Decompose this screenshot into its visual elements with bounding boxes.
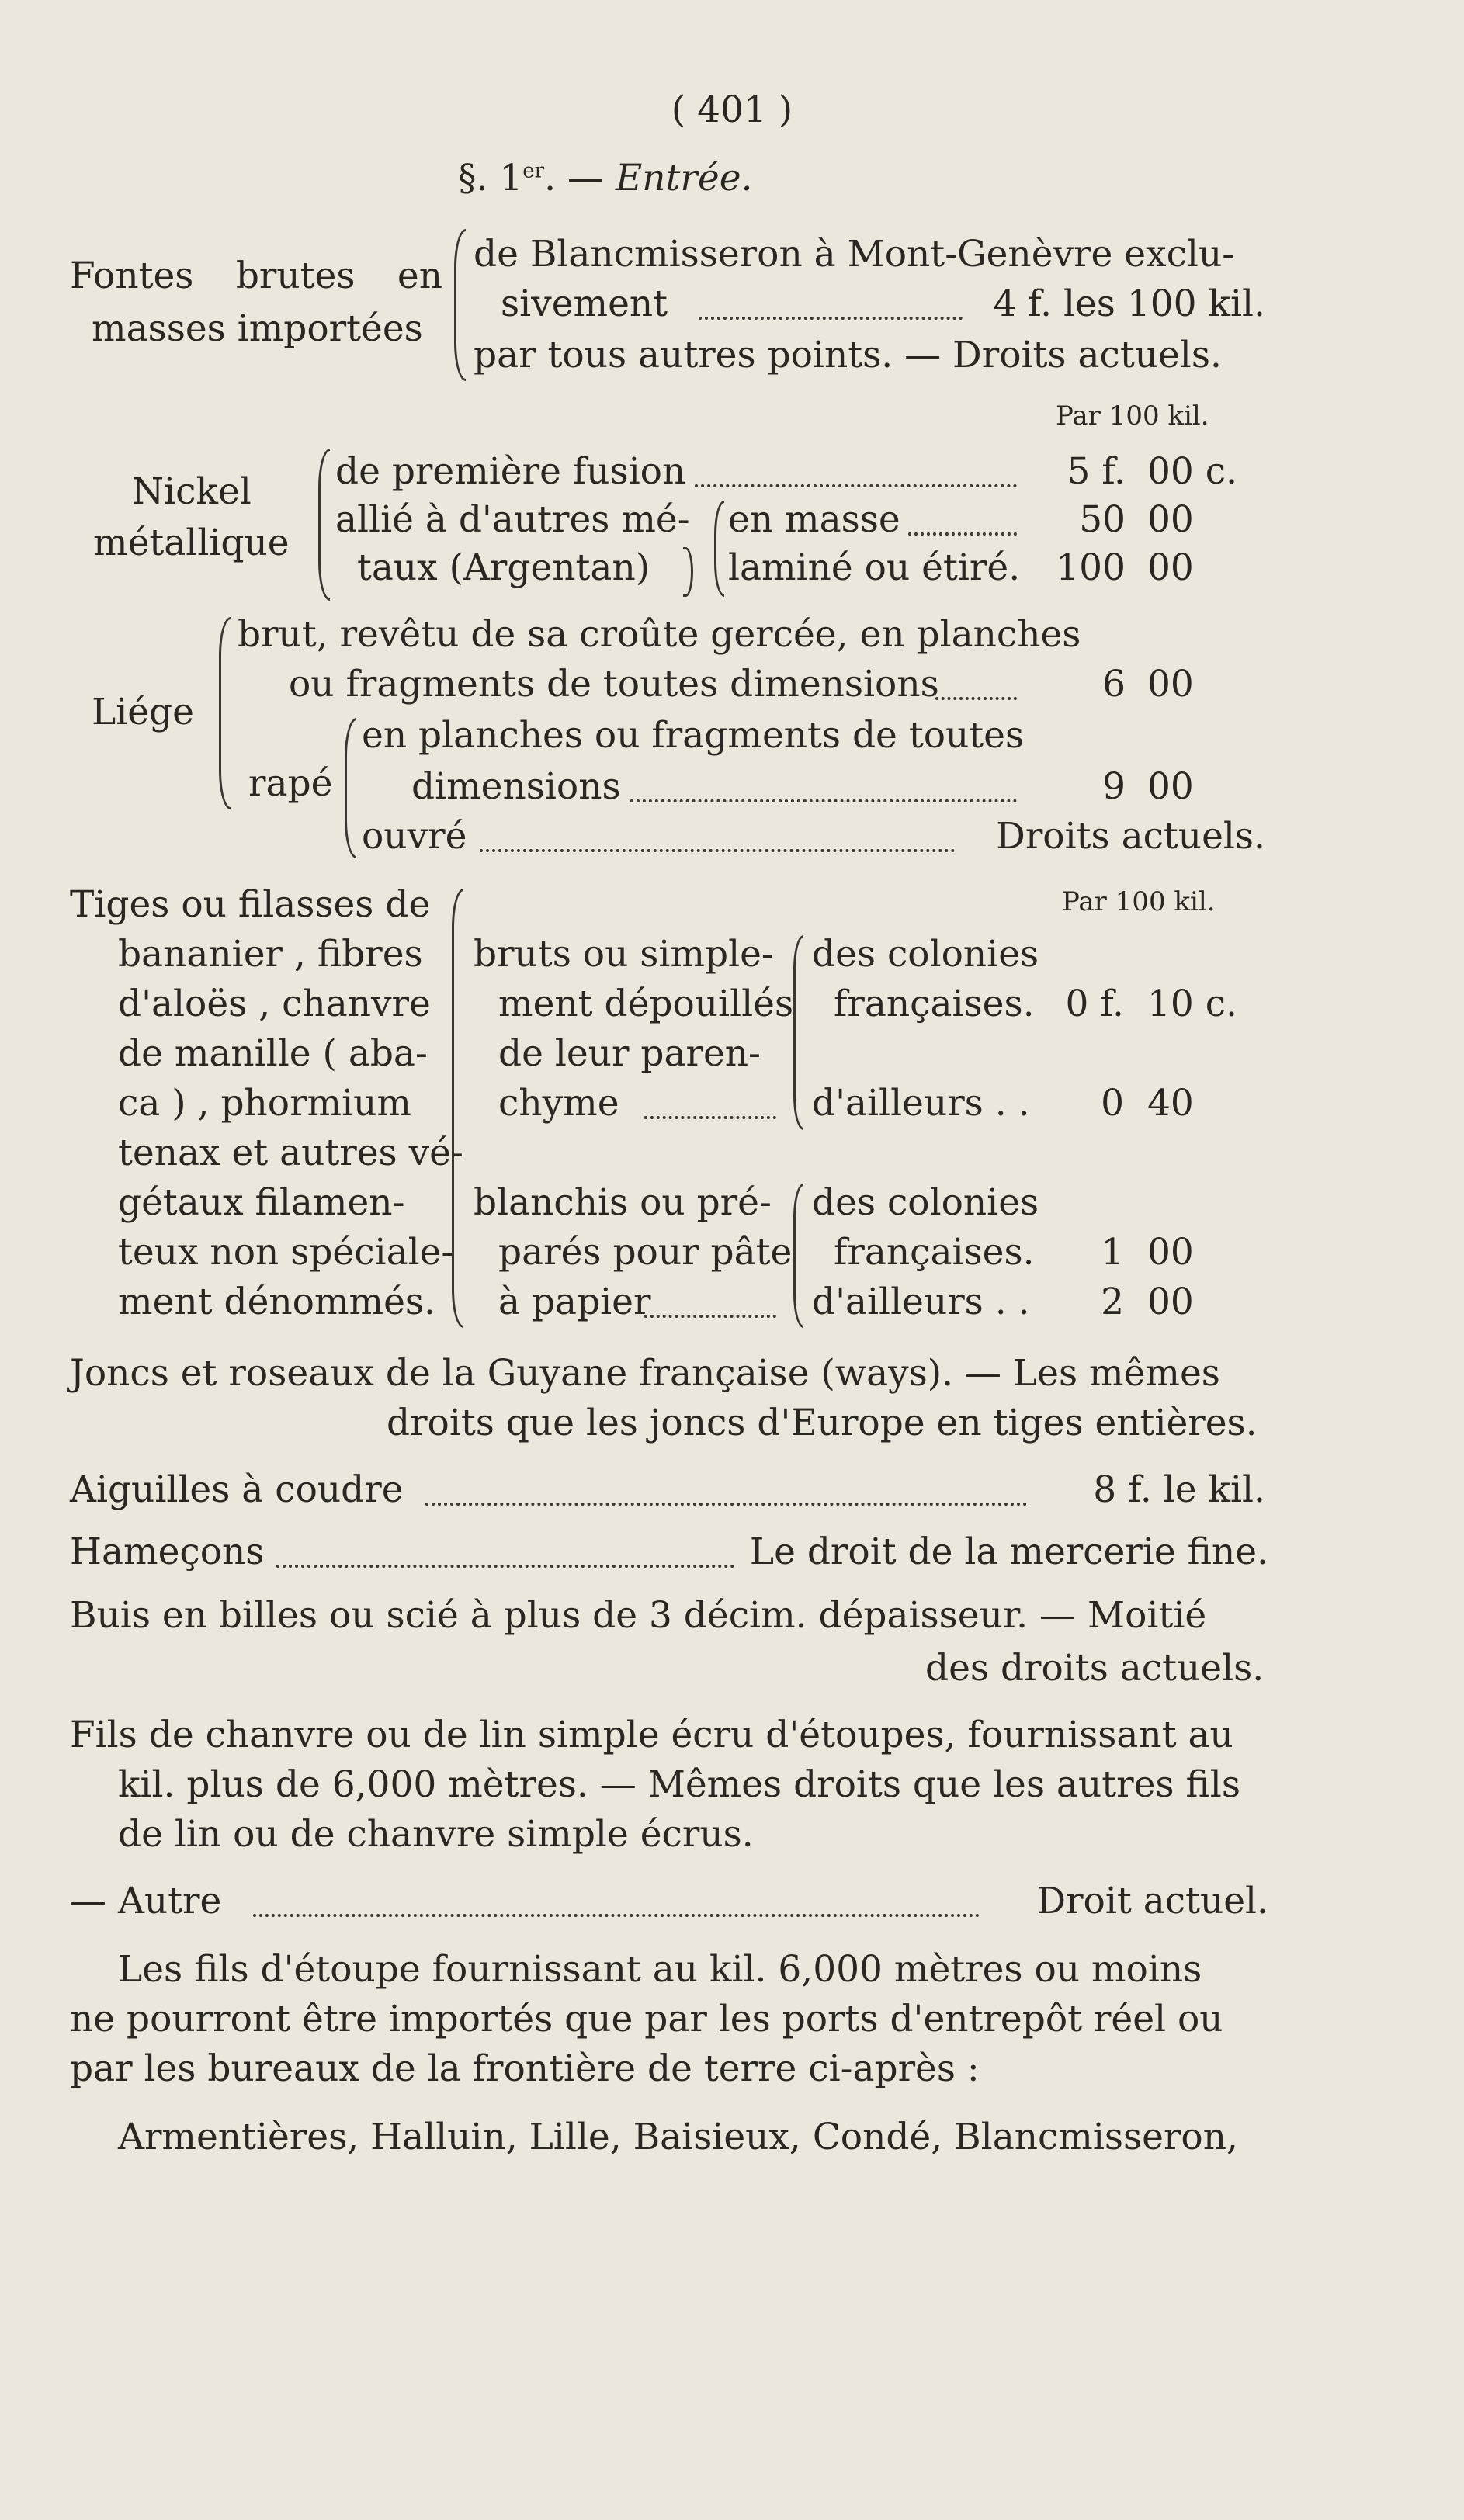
nickel-label-1: Nickel: [132, 470, 252, 513]
autre-value: Droit actuel.: [1036, 1880, 1268, 1922]
leader-dots: [276, 1565, 734, 1568]
bruts-col3-f: 0: [1101, 1082, 1124, 1125]
blanchis-col3: d'ailleurs . .: [812, 1281, 1030, 1323]
liege-line-4-c: 00: [1147, 765, 1194, 808]
fils-line-1: Fils de chanvre ou de lin simple écru d'étoupes, fournissant au: [70, 1714, 1233, 1756]
fils-line-2: kil. plus de 6,000 mètres. — Mêmes droits que les autres fils: [118, 1763, 1240, 1806]
blanchis-col3-f: 2: [1101, 1281, 1124, 1323]
unit-header: Par 100 kil.: [1056, 400, 1209, 432]
nickel-label-2: métallique: [93, 522, 290, 564]
fontes-line-3: par tous autres points. — Droits actuels.: [474, 334, 1222, 376]
argentan-brace: [683, 547, 693, 597]
aiguilles-label: Aiguilles à coudre: [70, 1468, 404, 1511]
joncs-line-2: droits que les joncs d'Europe en tiges entières.: [387, 1402, 1258, 1444]
nickel-row1-f: 5 f.: [1067, 450, 1126, 493]
fontes-line-1: de Blancmisseron à Mont-Genèvre exclu-: [474, 233, 1235, 276]
nickel-row3-f: 100: [1056, 546, 1126, 589]
nickel-row2-c: 00: [1147, 498, 1194, 541]
liege-line-4: dimensions: [411, 765, 621, 808]
fontes-label-2: masses importées: [92, 307, 423, 350]
hamecons-label: Hameçons: [70, 1530, 265, 1573]
blanchis-line: à papier: [498, 1281, 651, 1323]
leader-dots: [253, 1914, 980, 1917]
paragraph-line: ne pourront être importés que par les ports d'entrepôt réel ou: [70, 1998, 1223, 2040]
fontes-brace: [454, 229, 466, 381]
bruts-col3-c: 40: [1147, 1082, 1194, 1125]
tiges-label-line: de manille ( aba-: [118, 1032, 428, 1075]
blanchis-col2: françaises.: [834, 1231, 1035, 1274]
blanchis-col1-f: 1: [1101, 1231, 1124, 1274]
tiges-label-line: Tiges ou filasses de: [70, 883, 431, 926]
blanchis-line: parés pour pâte: [498, 1231, 793, 1274]
paragraph-line: Armentières, Halluin, Lille, Baisieux, Condé, Blancmisseron,: [118, 2116, 1238, 2158]
buis-line-1: Buis en billes ou scié à plus de 3 décim. dépaisseur. — Moitié: [70, 1594, 1207, 1637]
nickel-row2-text: allié à d'autres mé-: [335, 498, 690, 541]
tiges-label-line: ca ) , phormium: [118, 1082, 411, 1125]
nickel-row3-text: taux (Argentan): [357, 546, 650, 589]
fontes-line-2: sivement: [501, 283, 668, 325]
fils-line-3: de lin ou de chanvre simple écrus.: [118, 1813, 754, 1856]
nickel-brace: [318, 449, 330, 601]
leader-dots: [644, 1315, 776, 1318]
fontes-label-1: Fontes brutes en: [70, 255, 442, 297]
buis-line-2: des droits actuels.: [925, 1647, 1265, 1690]
liege-line-2-c: 00: [1147, 663, 1194, 705]
hamecons-value: Le droit de la mercerie fine.: [749, 1530, 1268, 1573]
bruts-col3: d'ailleurs . .: [812, 1082, 1030, 1125]
nickel-row2-f: 50: [1079, 498, 1126, 541]
bruts-line: bruts ou simple-: [474, 933, 774, 976]
liege-line-2: ou fragments de toutes dimensions: [289, 663, 939, 705]
leader-dots: [935, 697, 1017, 700]
tiges-brace: [452, 889, 463, 1328]
leader-dots: [480, 849, 955, 852]
unit-header: Par 100 kil.: [1062, 886, 1216, 917]
tiges-label-line: tenax et autres vé-: [118, 1132, 463, 1174]
tiges-label-line: ment dénommés.: [118, 1281, 435, 1323]
leader-dots: [630, 799, 1017, 802]
leader-dots: [644, 1116, 776, 1119]
nickel-row1-c: 00 c.: [1147, 450, 1238, 493]
bruts-line: chyme: [498, 1082, 619, 1125]
blanchis-col1: des colonies: [812, 1181, 1039, 1224]
nickel-row3-c: 00: [1147, 546, 1194, 589]
autre-label: — Autre: [70, 1880, 222, 1922]
blanchis-brace: [793, 1184, 803, 1328]
nickel-row3-sub: laminé ou étiré.: [728, 546, 1021, 589]
rape-brace: [345, 718, 356, 858]
liege-line-3: en planches ou fragments de toutes: [362, 714, 1025, 757]
bruts-col1-c: 10 c.: [1147, 983, 1238, 1025]
tiges-label-line: bananier , fibres: [118, 933, 423, 976]
bruts-col2: françaises.: [834, 983, 1035, 1025]
paragraph-line: Les fils d'étoupe fournissant au kil. 6,000 mètres ou moins: [118, 1948, 1202, 1991]
liege-line-5: ouvré: [362, 815, 467, 858]
bruts-col1-f: 0 f.: [1065, 983, 1124, 1025]
page-number: ( 401 ): [671, 88, 793, 131]
leader-dots: [425, 1503, 1027, 1506]
nickel-row2-sub: en masse: [728, 498, 900, 541]
blanchis-col3-c: 00: [1147, 1281, 1194, 1323]
tiges-label-line: d'aloës , chanvre: [118, 983, 431, 1025]
tiges-label-line: teux non spéciale-: [118, 1231, 454, 1274]
blanchis-line: blanchis ou pré-: [474, 1181, 772, 1224]
bruts-brace: [793, 935, 803, 1130]
joncs-line-1: Joncs et roseaux de la Guyane française (ways). — Les mêmes: [70, 1352, 1220, 1395]
nickel-row1-text: de première fusion: [335, 450, 686, 493]
liege-line-1: brut, revêtu de sa croûte gercée, en planches: [238, 613, 1081, 656]
paragraph-line: par les bureaux de la frontière de terre ci-après :: [70, 2047, 980, 2090]
liege-rape-label: rapé: [248, 762, 333, 805]
bruts-line: ment dépouillés: [498, 983, 794, 1025]
liege-line-2-f: 6: [1102, 663, 1126, 705]
tiges-label-line: gétaux filamen-: [118, 1181, 405, 1224]
fontes-line-2-value: 4 f. les 100 kil.: [993, 283, 1265, 325]
bruts-line: de leur paren-: [498, 1032, 761, 1075]
liege-brace: [219, 617, 231, 809]
bruts-col1: des colonies: [812, 933, 1039, 976]
liege-line-5-value: Droits actuels.: [996, 815, 1265, 858]
blanchis-col1-c: 00: [1147, 1231, 1194, 1274]
liege-line-4-f: 9: [1102, 765, 1126, 808]
nickel-sub-brace: [714, 501, 724, 597]
section-heading: §. 1er. — Entrée.: [458, 157, 753, 199]
leader-dots: [908, 532, 1017, 536]
leader-dots: [695, 484, 1017, 487]
liege-label: Liége: [92, 691, 194, 733]
leader-dots: [699, 317, 963, 320]
aiguilles-value: 8 f. le kil.: [1093, 1468, 1265, 1511]
